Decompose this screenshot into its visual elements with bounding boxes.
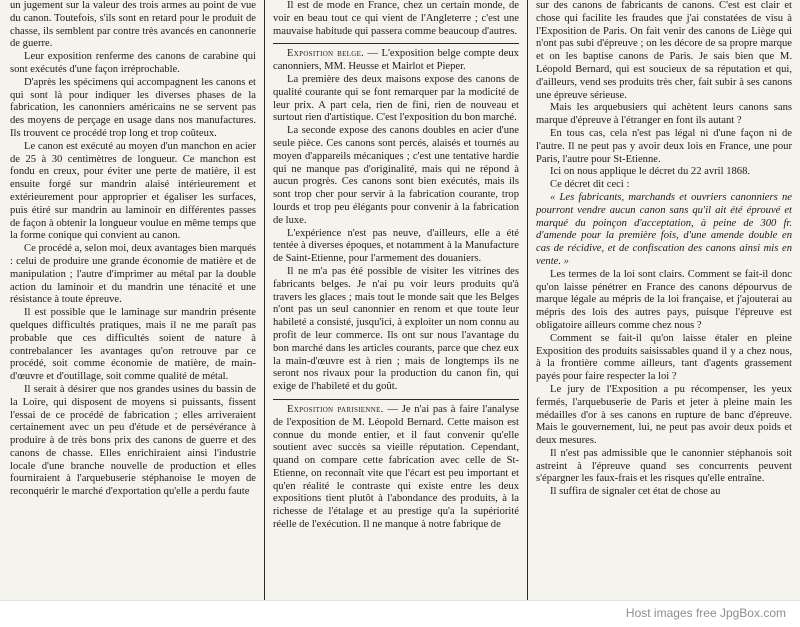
paragraph bbox=[536, 486, 792, 499]
paragraph-text: Il est de mode en France, chez un certain monde, de voir en beau tout ce qui vient de l'Angleterre ; c'est une mauvaise habitude qui passera comme beaucoup d'autres. bbox=[273, 0, 519, 37]
paragraph-text: La seconde expose des canons doubles en acier d'une seule pièce. Ces canons sont percés, alaisés et tournés au moyen d'appareils mécaniques ; c'est une tentative hardie qui ne manque pas d'originalité, mais qui ne répond à aucun progrès. Ces canons sont bien exécutés, mais ils sont trop cher pour servir à la fabrication courante, trop lourds et trop peu élégants pour convenir à la fabrication de luxe. bbox=[273, 125, 519, 226]
paragraph-text: — L'exposition belge compte deux canonniers, MM. Heusse et Mairlot et Pieper. bbox=[273, 48, 519, 73]
paragraph-text: Leur exposition renferme des canons de carabine qui sont exécutés d'une façon irréprochable. bbox=[10, 51, 256, 75]
paragraph-text: En tous cas, cela n'est pas légal ni d'une façon ni de l'autre. Il ne peut pas y avoir deux lois en France, une pour Paris, l'autre pour St-Etienne. bbox=[536, 127, 792, 165]
paragraph bbox=[273, 266, 519, 394]
paragraph bbox=[10, 307, 256, 384]
column-rule bbox=[264, 0, 265, 600]
paragraph-text: Le jury de l'Exposition a pu récompenser, les yeux fermés, l'arquebuserie de Paris et jeter à pleine main les médailles d'or à ses canons en rupture de banc d'épreuve. Mais le gouvernement, lui, ne peut pas avoir deux poids et deux mesures. bbox=[536, 383, 792, 447]
paragraph bbox=[273, 0, 519, 38]
paragraph-text: « Les fabricants, marchands et ouvriers canonniers ne pourront vendre aucun canon sans qu'il ait été éprouvé et marqué du poinçon d'acceptation, à peine de 300 fr. d'amende pour la première fois, d'une amende double en cas de récidive, et de confiscation des canons ainsi mis en vente. » bbox=[536, 191, 792, 267]
paragraph-text: Ici on nous applique le décret du 22 avril 1868. bbox=[550, 166, 751, 178]
paragraph bbox=[536, 269, 792, 333]
paragraph-text: Il suffira de signaler cet état de chose au bbox=[550, 486, 721, 498]
paragraph bbox=[10, 0, 256, 51]
paragraph-text: Le canon est exécuté au moyen d'un manchon en acier de 25 à 30 centimètres de longueur. Ce manchon est fondu en creux, pour éviter une perte de matière, il est ensuite forgé sur mandrin alaisé intérieurement et extérieurement pour approprier et égaliser les surfaces, puis étiré sur mandrin au laminoir en différentes passes de façon à obtenir la longueur voulue en même temps que la forme conique qui convient au canon. bbox=[10, 140, 256, 242]
text-column-2 bbox=[273, 0, 519, 600]
paragraph bbox=[273, 74, 519, 125]
paragraph bbox=[536, 384, 792, 448]
paragraph-text: un jugement sur la valeur des trois armes au point de vue du canon. Toutefois, s'ils sont en retard pour le produit de chasse, ils semblent par contre très avancés en canonnerie de guerre. bbox=[10, 0, 256, 50]
paragraph-text: Il serait à désirer que nos grandes usines du bassin de la Loire, qui disposent de moyens si puissants, fissent l'essai de ce procédé de fabrication ; elles arriveraient certainement avec un peu d'étude et de persévérance à produire à de très bons prix des canons de guerre et des canons de chasse. Elles enrichiraient ainsi l'industrie locale d'une branche nouvelle de production et elles fourniraient à l'arquebuserie stéphanoise le moyen de reconquérir le marché d'exportation qu'elle a perdu faute bbox=[10, 383, 256, 498]
paragraph bbox=[536, 102, 792, 128]
section-heading: Exposition belge. bbox=[287, 48, 365, 60]
paragraph bbox=[536, 0, 792, 102]
paragraph bbox=[536, 333, 792, 384]
host-watermark-link[interactable]: Host images free JpgBox.com bbox=[625, 606, 786, 620]
section-divider bbox=[273, 399, 519, 400]
paragraph-text: La première des deux maisons expose des canons de qualité courante qui se font remarquer par la modicité de leur prix. A part cela, rien de fini, rien de nouveau et surtout rien d'artistique. C'est l'exposition du bon marché. bbox=[273, 73, 519, 124]
column-rule bbox=[527, 0, 528, 600]
paragraph-text: Il est possible que le laminage sur mandrin présente quelques difficultés pratiques, mais il ne me paraît pas probable que ces difficultés soient de nature à contrebalancer les avantages qu'on retrouve par ce procédé, soit comme économie de matière, de main-d'œuvre et d'outillage, soit comme qualité de métal. bbox=[10, 307, 256, 383]
paragraph bbox=[10, 77, 256, 141]
section-divider bbox=[273, 43, 519, 44]
section-paragraph bbox=[273, 48, 519, 74]
paragraph-text: Ce décret dit ceci : bbox=[550, 179, 630, 191]
text-column-3 bbox=[536, 0, 792, 600]
paragraph bbox=[10, 141, 256, 243]
paragraph bbox=[10, 51, 256, 77]
host-footer-bar bbox=[0, 600, 800, 627]
section-paragraph bbox=[273, 404, 519, 532]
paragraph-text: Comment se fait-il qu'on laisse étaler en pleine Exposition des produits saisissables quand il y a chez nous, à la frontière comme ailleurs, tant d'agents grassement payés pour faire respecter la loi ? bbox=[536, 332, 792, 383]
paragraph-text: — Je n'ai pas à faire l'analyse de l'exposition de M. Léopold Bernard. Cette maison est connue du monde entier, et il faut convenir qu'elle soutient avec succès sa vieille réputation. Cependant, quand on compare cette fabrication avec celle de St-Etienne, on reconnaît vite que l'écart est peu important et qu'en réalité le contraste qui existe entre les deux expositions tient plutôt à l'abondance des produits, à la richesse de l'étalage et au prestige qu'a la supériorité réelle de l'exécution. Il ne manque à notre fabrique de bbox=[273, 403, 519, 531]
paragraph-text: Mais les arquebusiers qui achètent leurs canons sans marque d'épreuve à l'étranger en font ils autant ? bbox=[536, 102, 792, 127]
paragraph bbox=[10, 384, 256, 499]
paragraph-text: Ce procédé a, selon moi, deux avantages bien marqués : celui de produire une grande économie de matière et de manipulation ; l'autre d'imprimer au métal par la double action du laminoir et du mandrin une ténacité et une résistance à toute épreuve. bbox=[10, 243, 256, 306]
paragraph bbox=[273, 125, 519, 227]
paragraph bbox=[10, 243, 256, 307]
paragraph-text: L'expérience n'est pas neuve, d'ailleurs, elle a été tentée à diverses époques, et notamment à la Manufacture de Saint-Etienne, pour l'armement des douaniers. bbox=[273, 227, 519, 265]
paragraph bbox=[273, 228, 519, 266]
paragraph-text: Il ne m'a pas été possible de visiter les vitrines des fabricants belges. Je n'ai pu voir leurs produits qu'à travers les glaces ; mais tout le monde sait que les Belges n'ont pas un seul canonnier en renom et que toute leur habileté a consisté, jusqu'ici, à exploiter un nom connu au profit de leur commerce. Ils ont sur nous l'avantage du bon marché dans les articles courants, parce que chez eux la main-d'œuvre est à rien ; mais de longtemps ils ne seront nos rivaux pour la production du canon fin, qui exige de l'habileté et du goût. bbox=[273, 265, 519, 393]
text-column-1 bbox=[10, 0, 256, 600]
paragraph-text: Les termes de la loi sont clairs. Comment se fait-il donc qu'on laisse pénétrer en France des canons dépourvus de marque légale au mépris de la loi française, et j'ajouterai au mépris des lois des autres pays, puisque l'épreuve est obligatoire ailleurs comme chez nous ? bbox=[536, 268, 792, 331]
paragraph-text: Il n'est pas admissible que le canonnier stéphanois soit astreint à l'épreuve quand ses concurrents peuvent s'épargner les faux-frais et les risques qu'elle entraîne. bbox=[536, 447, 792, 485]
paragraph bbox=[536, 179, 792, 192]
paragraph-text: sur des canons de fabricants de canons. C'est est clair et chose qui facilite les fraudes que j'ai constatées de visu à l'Exposition de Paris. On fait venir des canons de Liège qui n'ont pas subi d'épreuve ; on les décore de sa propre marque et on les baptise canons de Paris. Je sais bien que M. Léopold Bernard, qui est soucieux de sa réputation et qui, d'ailleurs, vend ses produits très cher, fait subir à ses canons une épreuve sérieuse. bbox=[536, 0, 792, 101]
section-heading: Exposition parisienne. bbox=[287, 403, 384, 415]
paragraph bbox=[536, 448, 792, 486]
paragraph bbox=[536, 166, 792, 179]
paragraph bbox=[536, 128, 792, 166]
paragraph bbox=[536, 192, 792, 269]
paragraph-text: D'après les spécimens qui accompagnent les canons et qui sont là pour indiquer les diverses phases de la fabrication, les canonniers américains ne se servent pas des moyens de perçage en usage dans nos manufactures. Ils trouvent ce procédé trop long et trop coûteux. bbox=[10, 76, 256, 139]
